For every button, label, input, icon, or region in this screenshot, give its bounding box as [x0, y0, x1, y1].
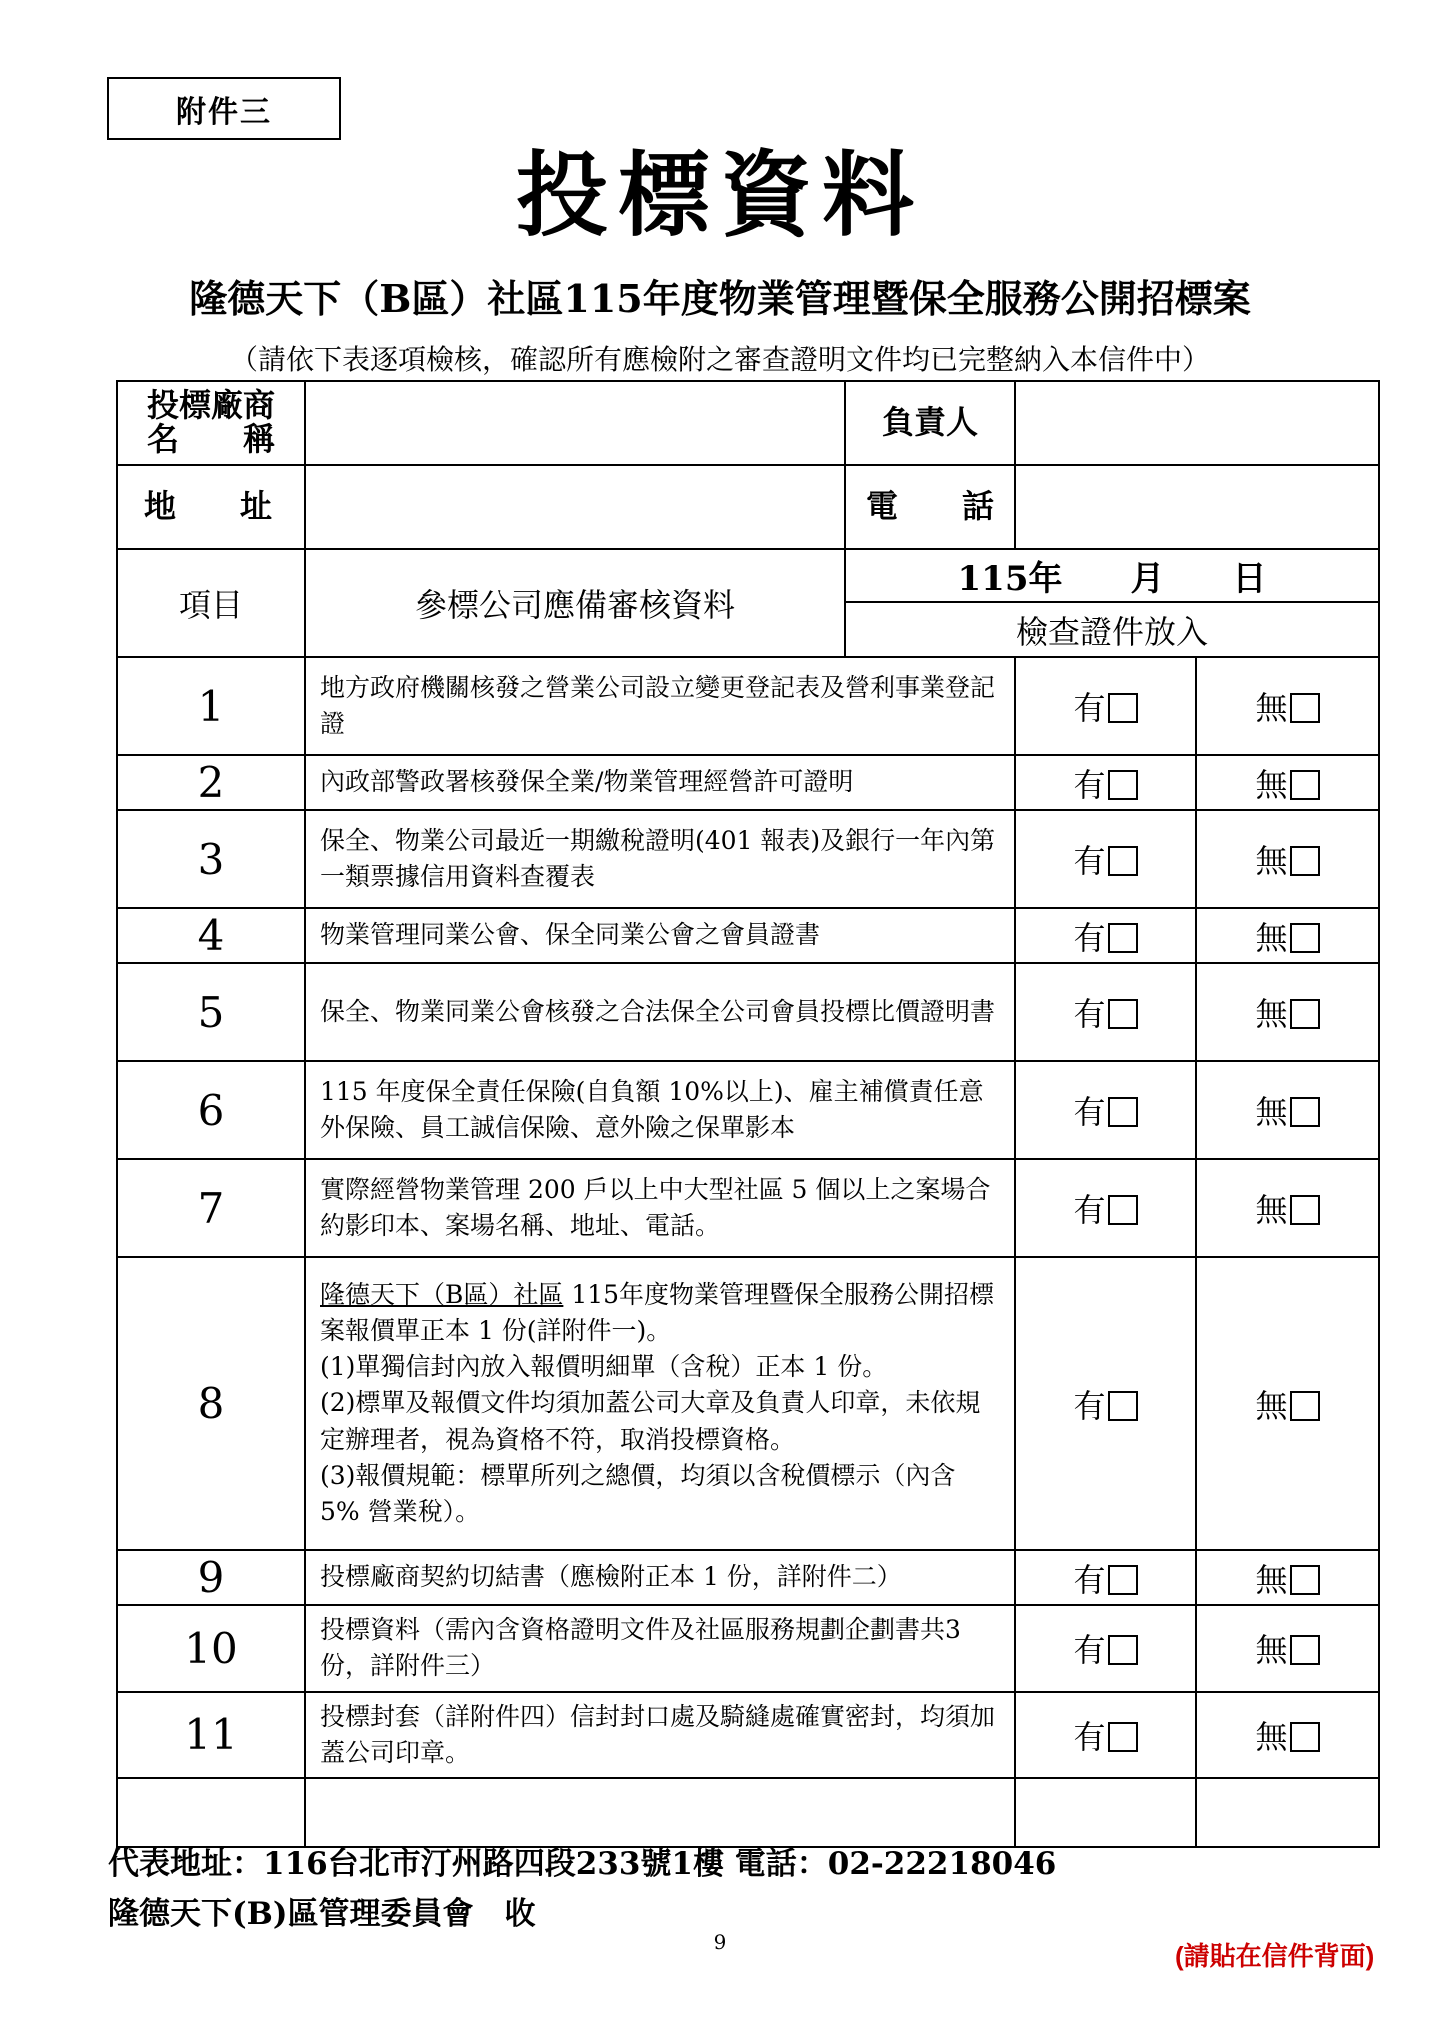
no-checkbox[interactable]: 無 — [1196, 755, 1379, 810]
checkbox-icon — [1290, 999, 1320, 1029]
yes-checkbox[interactable]: 有 — [1015, 1257, 1196, 1550]
item-number: 3 — [117, 810, 305, 908]
bid-checklist-table — [116, 380, 1380, 1848]
item-description: 投標廠商契約切結書（應檢附正本 1 份，詳附件二） — [305, 1550, 1015, 1605]
attachment-label: 附件三 — [107, 77, 341, 140]
item-description: 115 年度保全責任保險(自負額 10%以上)、雇主補償責任意外保險、員工誠信保險、意外險之保單影本 — [305, 1061, 1015, 1159]
item-description: 投標封套（詳附件四）信封封口處及騎縫處確實密封，均須加蓋公司印章。 — [305, 1692, 1015, 1779]
item-number: 5 — [117, 963, 305, 1061]
no-checkbox[interactable]: 無 — [1196, 657, 1379, 755]
date-label: 115年 月 日 — [846, 550, 1378, 603]
checkbox-icon — [1290, 1391, 1320, 1421]
yes-checkbox[interactable]: 有 — [1015, 755, 1196, 810]
materials-header: 參標公司應備審核資料 — [305, 549, 845, 657]
checkbox-icon — [1290, 1195, 1320, 1225]
checkbox-icon — [1290, 846, 1320, 876]
yes-checkbox[interactable]: 有 — [1015, 1692, 1196, 1779]
instruction-note: （請依下表逐項檢核，確認所有應檢附之審查證明文件均已完整納入本信件中） — [229, 343, 1210, 376]
vendor-name-field[interactable] — [305, 381, 845, 465]
item-header: 項目 — [117, 549, 305, 657]
no-checkbox[interactable]: 無 — [1196, 1605, 1379, 1692]
item-description: 投標資料（需內含資格證明文件及社區服務規劃企劃書共3份，詳附件三） — [305, 1605, 1015, 1692]
yes-checkbox[interactable]: 有 — [1015, 908, 1196, 963]
checkbox-icon — [1290, 770, 1320, 800]
check-label: 檢查證件放入 — [1015, 612, 1208, 651]
page-subtitle: 隆德天下（B區）社區115年度物業管理暨保全服務公開招標案 — [189, 276, 1251, 321]
checkbox-icon — [1108, 1097, 1138, 1127]
address-field[interactable] — [305, 465, 845, 549]
table-row — [117, 1550, 1379, 1605]
checkbox-icon — [1290, 1565, 1320, 1595]
table-row — [117, 1061, 1379, 1159]
checkbox-icon — [1108, 1391, 1138, 1421]
item-number: 9 — [117, 1550, 305, 1605]
table-row — [117, 963, 1379, 1061]
no-checkbox[interactable]: 無 — [1196, 810, 1379, 908]
table-row — [117, 755, 1379, 810]
address-label: 地 址 — [117, 465, 305, 549]
no-checkbox[interactable]: 無 — [1196, 1550, 1379, 1605]
item-description: 物業管理同業公會、保全同業公會之會員證書 — [305, 908, 1015, 963]
checkbox-icon — [1108, 770, 1138, 800]
no-checkbox[interactable]: 無 — [1196, 1061, 1379, 1159]
address-row — [117, 465, 1379, 549]
yes-checkbox[interactable]: 有 — [1015, 1550, 1196, 1605]
no-checkbox[interactable]: 無 — [1196, 1257, 1379, 1550]
checkbox-icon — [1108, 1722, 1138, 1752]
table-row — [117, 1692, 1379, 1779]
no-checkbox[interactable]: 無 — [1196, 908, 1379, 963]
no-checkbox[interactable]: 無 — [1196, 963, 1379, 1061]
checkbox-icon — [1290, 1722, 1320, 1752]
recipient-line: 隆德天下(B)區管理委員會 收 — [108, 1896, 536, 1932]
page-title: 投標資料 — [515, 141, 924, 249]
vendor-row — [117, 381, 1379, 465]
item-number: 8 — [117, 1257, 305, 1550]
item-description: 保全、物業公司最近一期繳稅證明(401 報表)及銀行一年內第一類票據信用資料查覆表 — [305, 810, 1015, 908]
item-number: 1 — [117, 657, 305, 755]
item-description: 實際經營物業管理 200 戶以上中大型社區 5 個以上之案場合約影印本、案場名稱、地址、電話。 — [305, 1159, 1015, 1257]
table-row — [117, 810, 1379, 908]
checkbox-icon — [1290, 923, 1320, 953]
vendor-name-label: 投標廠商 名 稱 — [117, 381, 305, 465]
community-name-underlined: 隆德天下（B區）社區 — [320, 1279, 564, 1309]
item-number: 11 — [117, 1692, 305, 1779]
table-row — [117, 1605, 1379, 1692]
yes-checkbox[interactable]: 有 — [1015, 810, 1196, 908]
paste-note: (請貼在信件背面) — [1175, 1941, 1375, 1971]
yes-checkbox[interactable]: 有 — [1015, 657, 1196, 755]
table-row — [117, 908, 1379, 963]
item-number: 4 — [117, 908, 305, 963]
checkbox-icon — [1290, 693, 1320, 723]
checkbox-icon — [1108, 1565, 1138, 1595]
item-number: 2 — [117, 755, 305, 810]
yes-checkbox[interactable]: 有 — [1015, 1605, 1196, 1692]
checkbox-icon — [1108, 1635, 1138, 1665]
responsible-label: 負責人 — [845, 381, 1015, 465]
item-number: 6 — [117, 1061, 305, 1159]
checkbox-icon — [1108, 923, 1138, 953]
item-description: 隆德天下（B區）社區 115年度物業管理暨保全服務公開招標案報價單正本 1 份(詳附件一)。 (1)單獨信封內放入報價明細單（含稅）正本 1 份。 (2)標單及報價文件均須加蓋公司大章及負責人印章，未依規定辦理者，視為資格不符，取消投標資格。 (3)報價規範：標單所列之總價，均須以含稅價標示（內含 5% 營業稅）。 — [305, 1257, 1015, 1550]
checkbox-icon — [1108, 999, 1138, 1029]
checkbox-icon — [1108, 693, 1138, 723]
checkbox-icon — [1108, 1195, 1138, 1225]
responsible-field[interactable] — [1015, 381, 1379, 465]
item-sub-clause: (1)單獨信封內放入報價明細單（含稅）正本 1 份。 — [320, 1352, 888, 1382]
no-checkbox[interactable]: 無 — [1196, 1692, 1379, 1779]
item-number: 7 — [117, 1159, 305, 1257]
representative-address: 代表地址：116台北市汀州路四段233號1樓 電話：02-22218046 — [108, 1846, 1057, 1882]
item-description: 內政部警政署核發保全業/物業管理經營許可證明 — [305, 755, 1015, 810]
table-row — [117, 1257, 1379, 1550]
table-row — [117, 1159, 1379, 1257]
no-checkbox[interactable]: 無 — [1196, 1159, 1379, 1257]
item-sub-clause: (2)標單及報價文件均須加蓋公司大章及負責人印章，未依規定辦理者，視為資格不符，取消投標資格。 — [320, 1388, 981, 1454]
item-description: 保全、物業同業公會核發之合法保全公司會員投標比價證明書 — [305, 963, 1015, 1061]
yes-checkbox[interactable]: 有 — [1015, 1061, 1196, 1159]
yes-checkbox[interactable]: 有 — [1015, 963, 1196, 1061]
item-number: 10 — [117, 1605, 305, 1692]
checkbox-icon — [1108, 846, 1138, 876]
checkbox-icon — [1290, 1635, 1320, 1665]
checkbox-icon — [1290, 1097, 1320, 1127]
phone-label: 電 話 — [845, 465, 1015, 549]
phone-field[interactable] — [1015, 465, 1379, 549]
table-row-empty — [117, 1778, 1379, 1847]
table-header-row — [117, 549, 1379, 657]
item-sub-clause: (3)報價規範：標單所列之總價，均須以含稅價標示（內含 5% 營業稅）。 — [320, 1460, 956, 1527]
page-number: 9 — [713, 1930, 727, 1954]
yes-checkbox[interactable]: 有 — [1015, 1159, 1196, 1257]
table-row — [117, 657, 1379, 755]
check-header — [845, 549, 1379, 657]
item-description: 地方政府機關核發之營業公司設立變更登記表及營利事業登記證 — [305, 657, 1015, 755]
